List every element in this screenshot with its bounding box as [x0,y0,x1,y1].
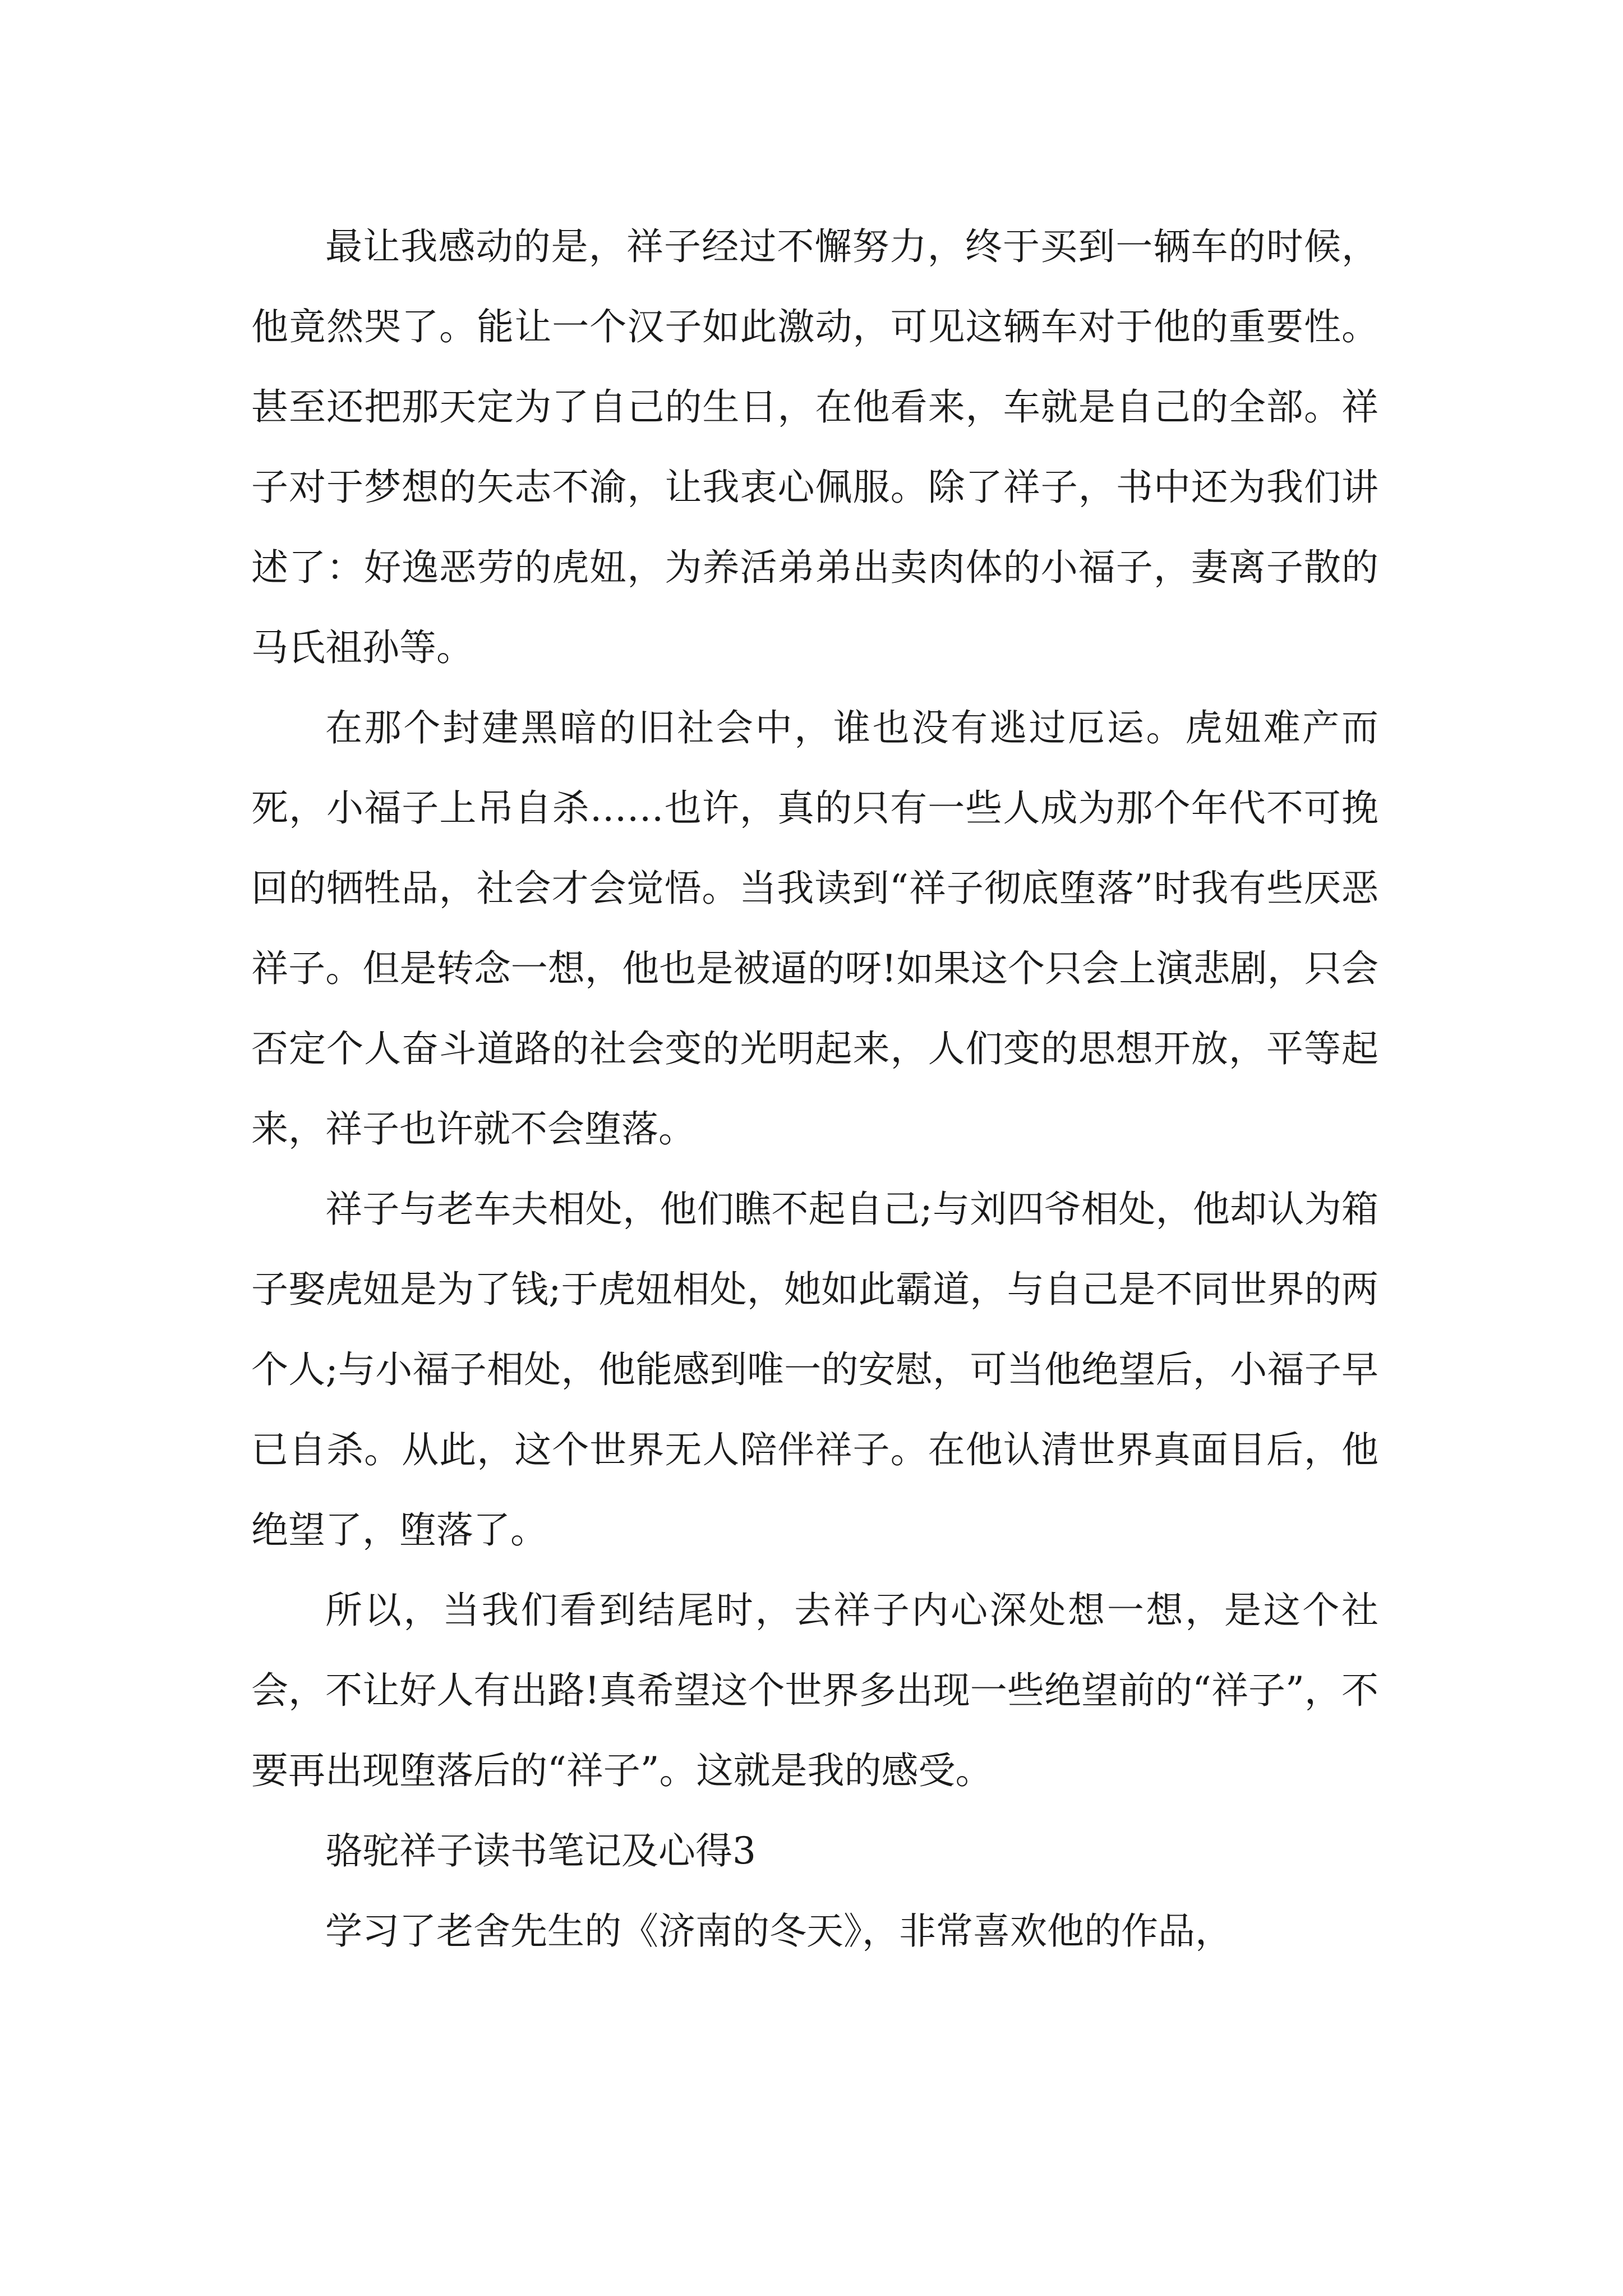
section-heading: 骆驼祥子读书笔记及心得3 [325,1829,756,1872]
paragraph: 在那个封建黑暗的旧社会中，谁也没有逃过厄运。虎妞难产而死，小福子上吊自杀……也许，真的只有一些人成为那个年代不可挽回的牺牲品，社会才会觉悟。当我读到“祥子彻底堕落”时我有些厌恶祥子。但是转念一想，他也是被逼的呀!如果这个只会上演悲剧，只会否定个人奋斗道路的社会变的光明起来，人们变的思想开放，平等起来，祥子也许就不会堕落。 [251,706,1378,1151]
paragraph: 学习了老舍先生的《济南的冬天》，非常喜欢他的作品， [325,1910,1232,1953]
paragraph: 祥子与老车夫相处，他们瞧不起自己;与刘四爷相处，他却认为箱子娶虎妞是为了钱;于虎妞相处，她如此霸道，与自己是不同世界的两个人;与小福子相处，他能感到唯一的安慰，可当他绝望后，小福子早已自杀。从此，这个世界无人陪伴祥子。在他认清世界真面目后，他绝望了，堕落了。 [251,1188,1378,1552]
paragraph: 所以，当我们看到结尾时，去祥子内心深处想一想，是这个社会，不让好人有出路!真希望这个世界多出现一些绝望前的“祥子”，不要再出现堕落后的“祥子”。这就是我的感受。 [251,1589,1378,1792]
document-body [251,206,1378,1971]
paragraph: 最让我感动的是，祥子经过不懈努力，终于买到一辆车的时候，他竟然哭了。能让一个汉子如此激动，可见这辆车对于他的重要性。甚至还把那天定为了自己的生日，在他看来，车就是自己的全部。祥子对于梦想的矢志不渝，让我衷心佩服。除了祥子，书中还为我们讲述了：好逸恶劳的虎妞，为养活弟弟出卖肉体的小福子，妻离子散的马氏祖孙等。 [251,225,1378,669]
